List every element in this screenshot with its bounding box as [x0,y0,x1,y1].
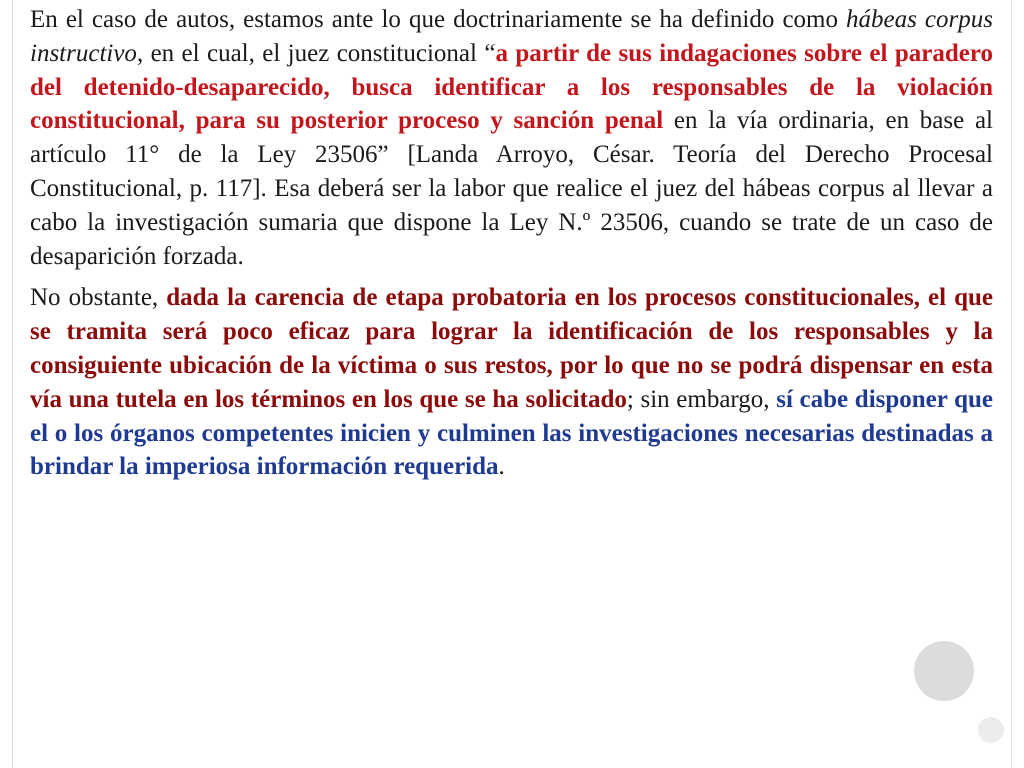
paragraph-2 [30,281,993,484]
decorative-circle-large [914,641,974,701]
paragraph-2-highlight: dada la carencia de etapa probatoria en los procesos constitucionales, el que se tramita será poco eficaz para lograr la identificación de los responsables y la consiguiente ubicación de la víctima o sus restos, por lo que no se podrá dispensar en esta vía una tutela en los términos en los que se ha solicitado [30,284,993,413]
paragraph-1-text-b: , en el cual, el juez constitucional “ [136,39,496,67]
paragraph-1-italic-term: hábeas corpus instructivo [30,6,993,67]
paragraph-2-emphasis: sí cabe disponer que el o los órganos competentes inicien y culminen las investigaciones necesarias destinadas a brindar la imperiosa información requerida [30,385,993,481]
slide-body [30,3,993,484]
paragraph-1-text-c: en la vía ordinaria, en base al artículo 11° de la Ley 23506” [Landa Arroyo, César. Teoría del Derecho Procesal Constitucional, p. 117]. Esa deberá ser la labor que realice el juez del hábeas corpus al llevar a cabo la investigación sumaria que dispone la Ley N.º 23506, cuando se trate de un caso de desaparición forzada. [30,107,993,270]
paragraph-2-text-b: ; sin embargo, [626,385,777,413]
decorative-circle-small [978,717,1004,743]
left-border-line [12,0,13,768]
paragraph-2-text-c: . [498,453,505,481]
paragraph-1 [30,3,993,273]
paragraph-1-text-a: En el caso de autos, estamos ante lo que doctrinariamente se ha definido como [30,6,847,33]
right-border-line [1011,0,1012,768]
paragraph-2-text-a: No obstante, [30,284,167,312]
paragraph-1-quote-highlight: a partir de sus indagaciones sobre el paradero del detenido-desaparecido, busca identificar a los responsables de la violación constitucional, para su posterior proceso y sanción penal [30,39,993,135]
